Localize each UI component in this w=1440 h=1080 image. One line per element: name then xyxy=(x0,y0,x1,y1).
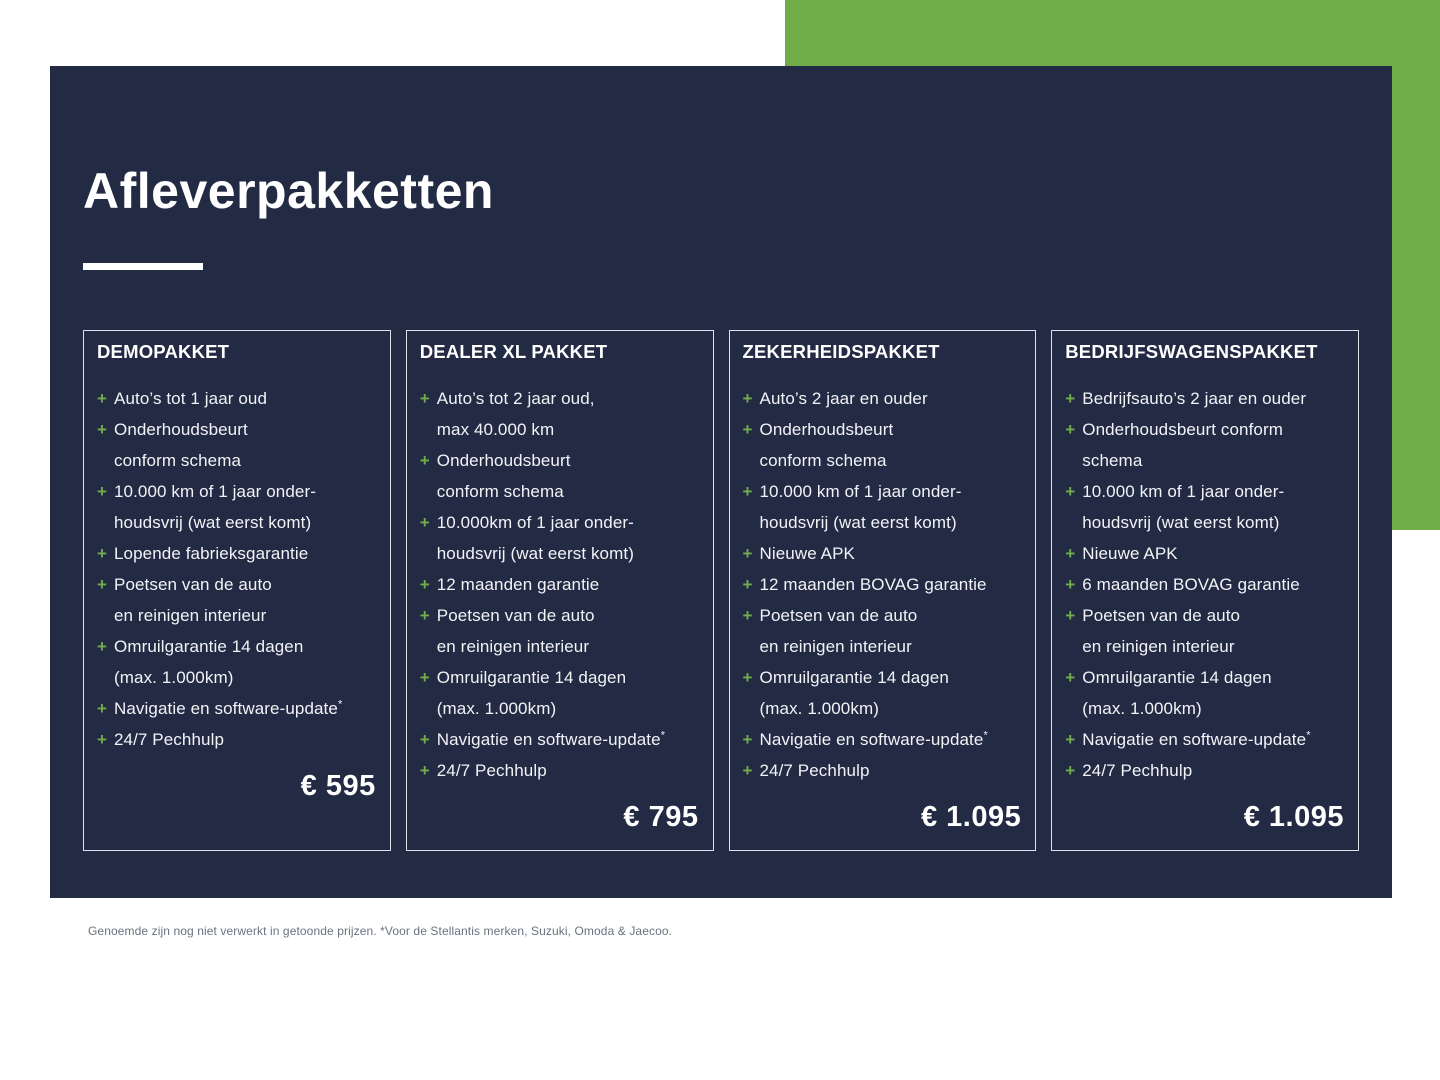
feature-item xyxy=(743,383,1023,414)
feature-item xyxy=(420,507,700,569)
feature-item xyxy=(420,724,700,755)
feature-text: Auto’s tot 2 jaar oud, max 40.000 km xyxy=(436,389,595,439)
plus-icon: + xyxy=(419,513,430,532)
plus-icon: + xyxy=(742,730,753,749)
feature-text: Bedrijfsauto’s 2 jaar en ouder xyxy=(1082,389,1307,408)
feature-text: Omruilgarantie 14 dagen (max. 1.000km) xyxy=(759,668,949,718)
feature-text: Onderhoudsbeurt conform schema xyxy=(759,420,894,470)
feature-item xyxy=(1065,538,1345,569)
plus-icon: + xyxy=(1065,730,1076,749)
feature-item xyxy=(97,383,377,414)
plus-icon: + xyxy=(742,761,753,780)
feature-text: 10.000 km of 1 jaar onder- houdsvrij (wat eerst komt) xyxy=(1082,482,1285,532)
feature-item xyxy=(743,476,1023,538)
package-card xyxy=(729,330,1037,851)
feature-text: Omruilgarantie 14 dagen (max. 1.000km) xyxy=(1082,668,1272,718)
feature-text: Poetsen van de auto en reinigen interieur xyxy=(759,606,918,656)
plus-icon: + xyxy=(1065,575,1076,594)
package-card xyxy=(406,330,714,851)
feature-item xyxy=(97,631,377,693)
plus-icon: + xyxy=(97,544,108,563)
package-title: BEDRIJFSWAGENSPAKKET xyxy=(1065,341,1318,362)
feature-text: Auto’s 2 jaar en ouder xyxy=(759,389,928,408)
feature-item xyxy=(1065,600,1345,662)
feature-item xyxy=(1065,724,1345,755)
feature-text: Omruilgarantie 14 dagen (max. 1.000km) xyxy=(114,637,304,687)
feature-item xyxy=(420,662,700,724)
feature-text: 12 maanden garantie xyxy=(436,575,600,594)
feature-item xyxy=(97,538,377,569)
plus-icon: + xyxy=(419,575,430,594)
plus-icon: + xyxy=(1065,761,1076,780)
feature-item xyxy=(97,724,377,755)
feature-text: 10.000km of 1 jaar onder- houdsvrij (wat eerst komt) xyxy=(436,513,634,563)
feature-text: Navigatie en software-update* xyxy=(1082,729,1311,749)
plus-icon: + xyxy=(97,389,108,408)
plus-icon: + xyxy=(742,389,753,408)
package-price: € 1.095 xyxy=(1243,801,1344,833)
feature-text: Auto’s tot 1 jaar oud xyxy=(114,389,267,408)
feature-list xyxy=(97,383,377,755)
plus-icon: + xyxy=(742,668,753,687)
feature-text: 12 maanden BOVAG garantie xyxy=(759,575,987,594)
feature-item xyxy=(97,476,377,538)
package-price: € 1.095 xyxy=(920,801,1022,833)
plus-icon: + xyxy=(1065,544,1076,563)
feature-item xyxy=(1065,414,1345,476)
feature-item xyxy=(743,662,1023,724)
plus-icon: + xyxy=(97,699,108,718)
feature-text: 10.000 km of 1 jaar onder- houdsvrij (wat eerst komt) xyxy=(759,482,962,532)
plus-icon: + xyxy=(419,606,430,625)
feature-list xyxy=(743,383,1023,786)
plus-icon: + xyxy=(1065,420,1076,439)
feature-text: Lopende fabrieksgarantie xyxy=(114,544,309,563)
package-cards xyxy=(83,330,1359,851)
feature-text: 6 maanden BOVAG garantie xyxy=(1082,575,1300,594)
feature-item xyxy=(743,755,1023,786)
feature-item xyxy=(743,538,1023,569)
feature-text: Onderhoudsbeurt conform schema xyxy=(436,451,571,501)
feature-item xyxy=(420,755,700,786)
plus-icon: + xyxy=(742,420,753,439)
package-title: DEMOPAKKET xyxy=(97,341,230,362)
package-price: € 595 xyxy=(300,770,376,802)
package-title: DEALER XL PAKKET xyxy=(419,341,608,362)
feature-item xyxy=(420,445,700,507)
plus-icon: + xyxy=(419,730,430,749)
feature-text: Poetsen van de auto en reinigen interieur xyxy=(114,575,272,625)
plus-icon: + xyxy=(1065,482,1076,501)
plus-icon: + xyxy=(1065,606,1076,625)
feature-item xyxy=(97,414,377,476)
feature-text: Omruilgarantie 14 dagen (max. 1.000km) xyxy=(436,668,627,718)
feature-item xyxy=(97,569,377,631)
feature-text: Navigatie en software-update* xyxy=(436,729,666,749)
plus-icon: + xyxy=(419,668,430,687)
feature-item xyxy=(420,383,700,445)
feature-list xyxy=(1065,383,1345,786)
page-title: Afleverpakketten xyxy=(83,163,494,219)
package-card xyxy=(83,330,391,851)
plus-icon: + xyxy=(97,730,108,749)
feature-item xyxy=(420,569,700,600)
feature-item xyxy=(743,414,1023,476)
plus-icon: + xyxy=(742,482,753,501)
feature-item xyxy=(1065,476,1345,538)
feature-text: 24/7 Pechhulp xyxy=(114,730,224,749)
feature-item xyxy=(97,693,377,724)
plus-icon: + xyxy=(97,575,108,594)
feature-text: 10.000 km of 1 jaar onder- houdsvrij (wat eerst komt) xyxy=(114,482,316,532)
plus-icon: + xyxy=(742,544,753,563)
plus-icon: + xyxy=(742,606,753,625)
plus-icon: + xyxy=(742,575,753,594)
feature-item xyxy=(1065,755,1345,786)
package-card xyxy=(1051,330,1359,851)
feature-text: Nieuwe APK xyxy=(1082,544,1178,563)
package-price: € 795 xyxy=(623,801,699,833)
feature-item xyxy=(1065,662,1345,724)
plus-icon: + xyxy=(1065,389,1076,408)
plus-icon: + xyxy=(97,420,108,439)
feature-item xyxy=(1065,569,1345,600)
feature-item xyxy=(1065,383,1345,414)
feature-text: Nieuwe APK xyxy=(759,544,855,563)
feature-text: Onderhoudsbeurt conform schema xyxy=(114,420,248,470)
feature-item xyxy=(420,600,700,662)
plus-icon: + xyxy=(97,482,108,501)
feature-item xyxy=(743,600,1023,662)
feature-text: Poetsen van de auto en reinigen interieur xyxy=(436,606,595,656)
feature-text: 24/7 Pechhulp xyxy=(436,761,547,780)
title-underline xyxy=(83,263,203,270)
feature-item xyxy=(743,724,1023,755)
plus-icon: + xyxy=(419,451,430,470)
plus-icon: + xyxy=(419,389,430,408)
feature-text: 24/7 Pechhulp xyxy=(1082,761,1193,780)
footnote: Genoemde zijn nog niet verwerkt in getoonde prijzen. *Voor de Stellantis merken, Suzuki, Omoda & Jaecoo. xyxy=(88,924,673,938)
main-panel xyxy=(50,66,1392,898)
feature-text: Navigatie en software-update* xyxy=(759,729,988,749)
feature-item xyxy=(743,569,1023,600)
package-title: ZEKERHEIDSPAKKET xyxy=(742,341,940,362)
feature-text: Poetsen van de auto en reinigen interieur xyxy=(1082,606,1241,656)
feature-text: 24/7 Pechhulp xyxy=(759,761,870,780)
plus-icon: + xyxy=(1065,668,1076,687)
feature-text: Navigatie en software-update* xyxy=(114,698,343,718)
plus-icon: + xyxy=(97,637,108,656)
plus-icon: + xyxy=(419,761,430,780)
feature-list xyxy=(420,383,700,786)
feature-text: Onderhoudsbeurt conform schema xyxy=(1082,420,1283,470)
